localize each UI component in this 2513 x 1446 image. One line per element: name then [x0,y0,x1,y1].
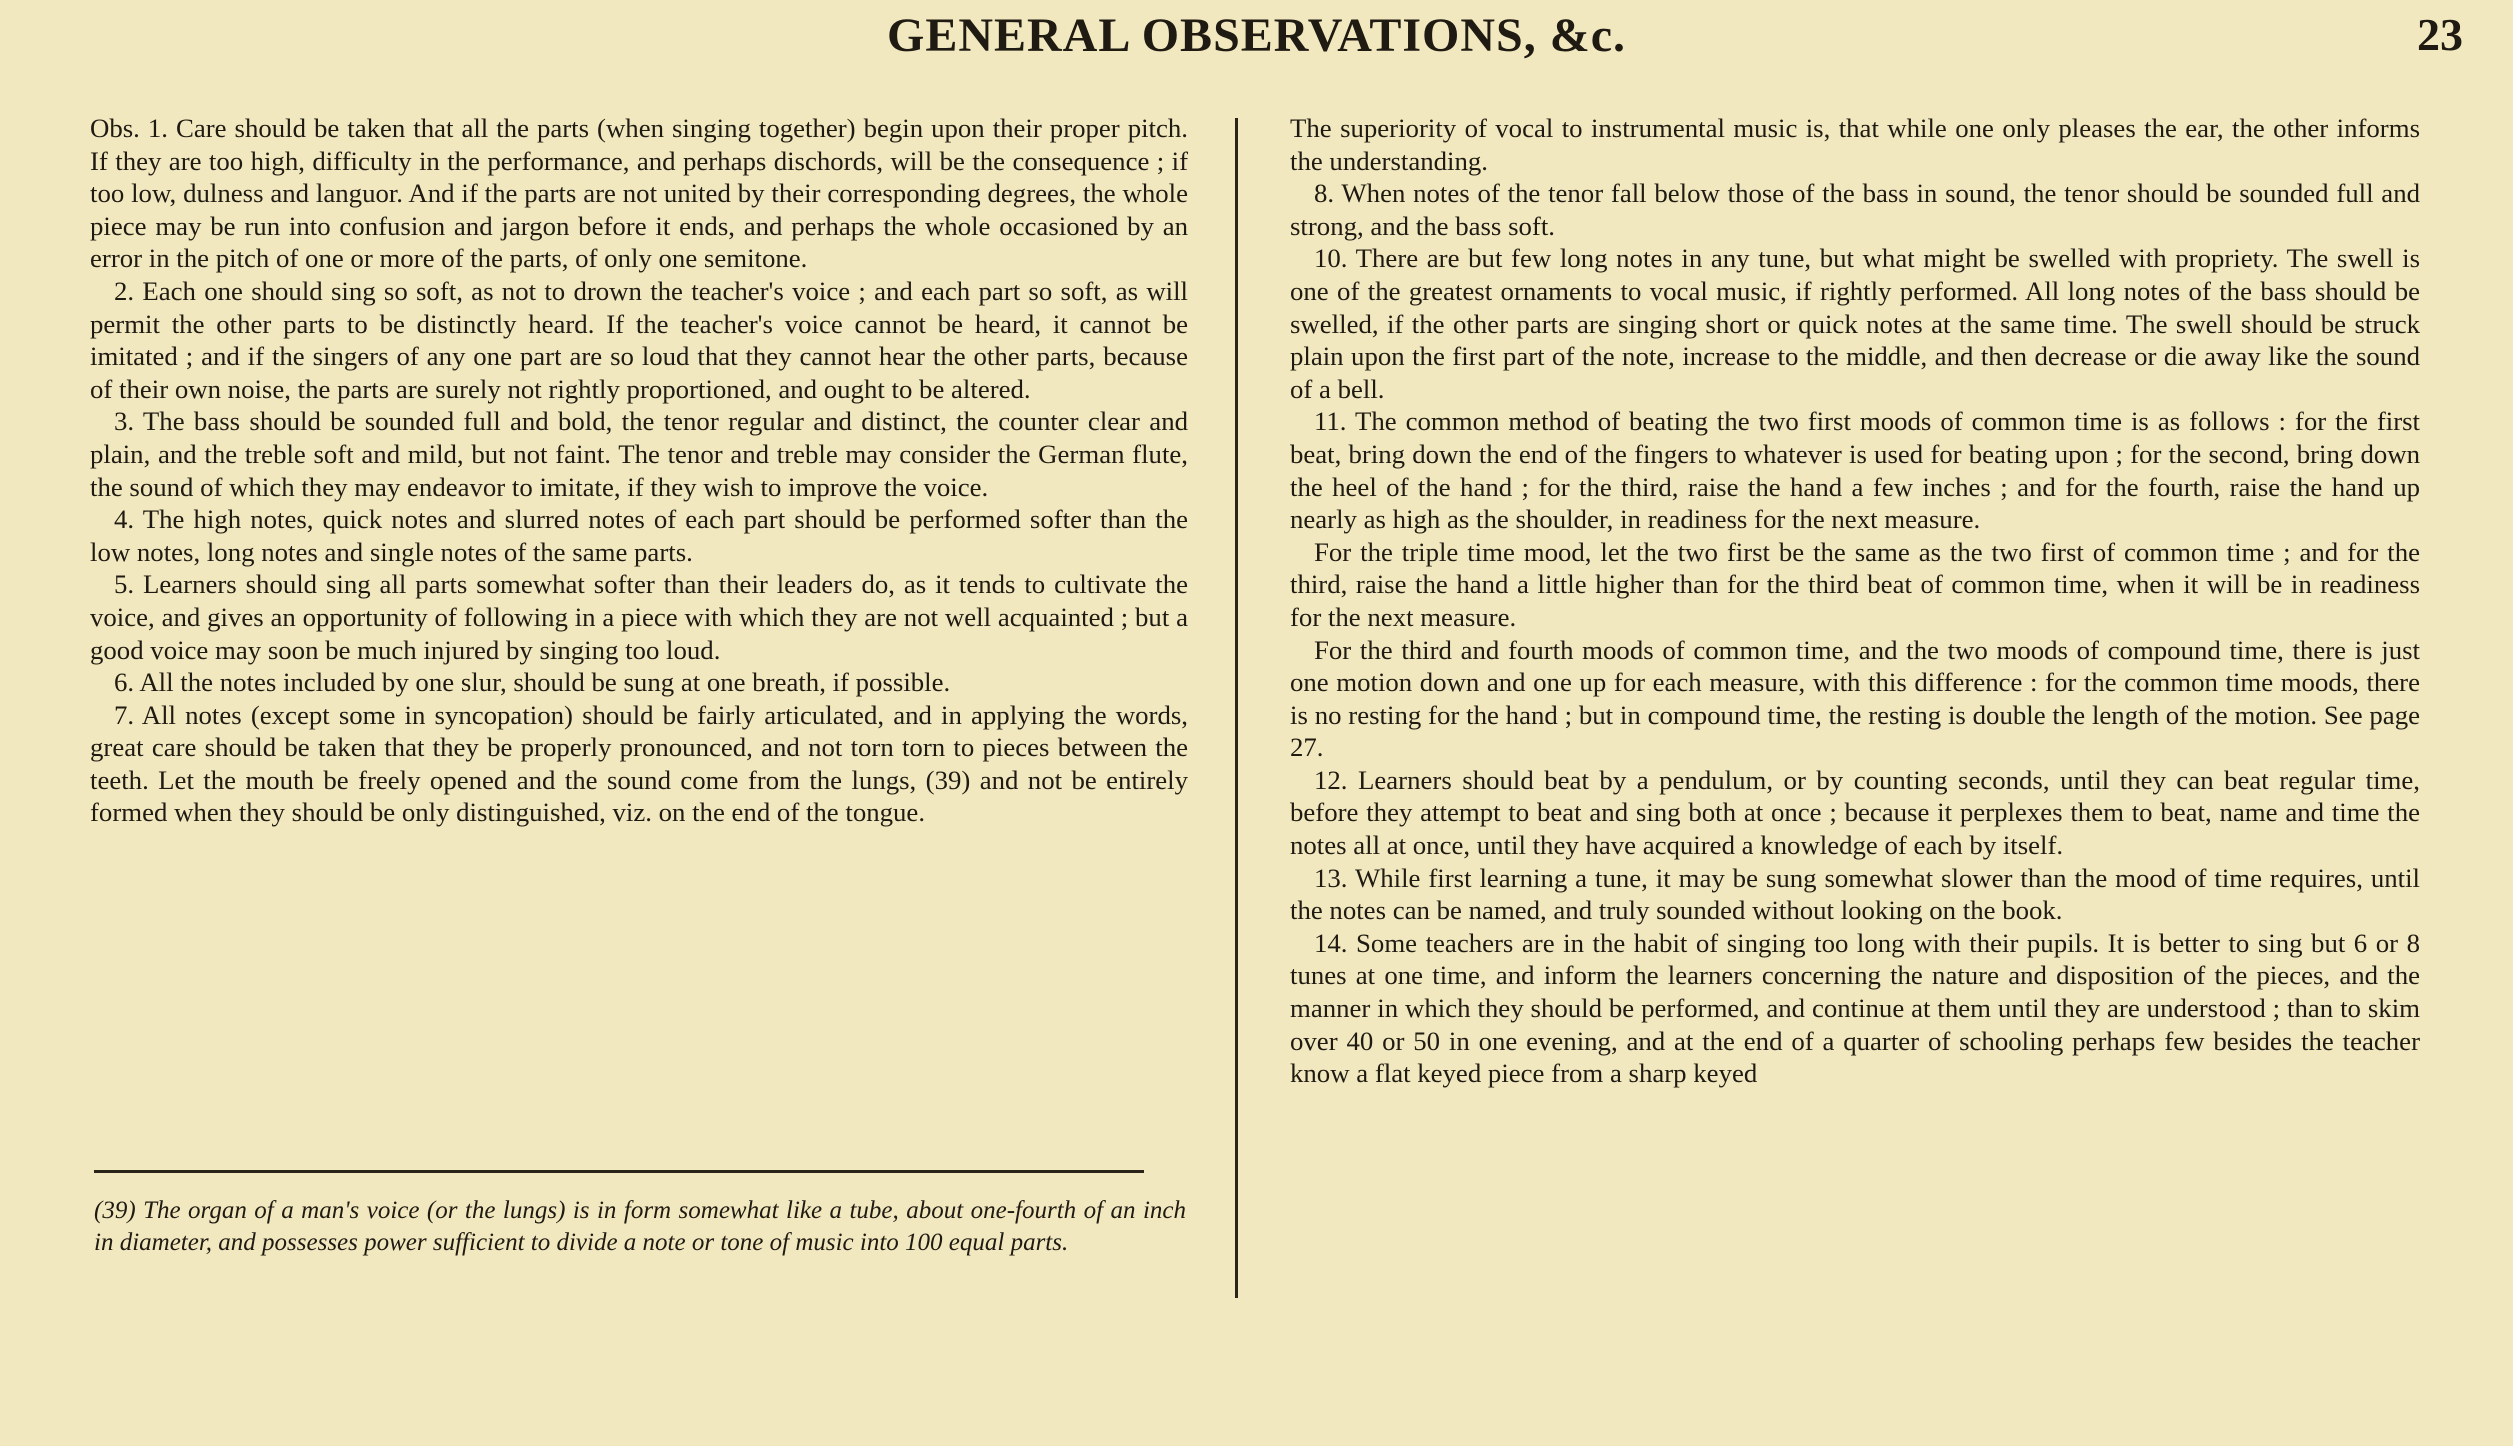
footnote-rule [94,1170,1144,1173]
paragraph-obs-10: 10. There are but few long notes in any tune, but what might be swelled with propriety. The swell is one of the greatest ornaments to vocal music, if rightly performed. All long notes of the bass should be swelled, if the other parts are singing short or quick notes at the same time. The swell should be struck plain upon the first part of the note, increase to the middle, and then decrease or die away like the sound of a bell. [1290,243,2420,404]
paragraph-obs-4: 4. The high notes, quick notes and slurred notes of each part should be performed softer than the low notes, long notes and single notes of the same parts. [90,504,1188,567]
right-column [1290,112,2420,1090]
paragraph-obs-7: 7. All notes (except some in syncopation) should be fairly articulated, and in applying the words, great care should be taken that they be properly pronounced, and not torn torn to pieces between the teeth. Let the mouth be freely opened and the sound come from the lungs, (39) and not be entirely formed when they should be only distinguished, viz. on the end of the tongue. [90,699,1188,828]
column-divider [1235,118,1238,1298]
paragraph-obs-1: Obs. 1. Care should be taken that all the parts (when singing together) begin upon their proper pitch. If they are too high, difficulty in the performance, and perhaps dischords, will be the consequence ; if too low, dulness and languor. And if the parts are not united by their corresponding degrees, the whole piece may be run into confusion and jargon before it ends, and perhaps the whole occasioned by an error in the pitch of one or more of the parts, of only one semitone. [90,113,1188,274]
paragraph-obs-5: 5. Learners should sing all parts somewhat softer than their leaders do, as it tends to cultivate the voice, and gives an opportunity of following in a piece with which they are not well acquainted ; but a good voice may soon be much injured by singing too loud. [90,569,1188,665]
footnote-39: (39) The organ of a man's voice (or the lungs) is in form somewhat like a tube, about one-fourth of an inch in diameter, and possesses power sufficient to divide a note or tone of music into 100 equal parts. [94,1197,1186,1256]
paragraph-compound-time: For the third and fourth moods of common time, and the two moods of compound time, there is just one motion down and one up for each measure, with this difference : for the common time moods, there is no resting for the hand ; but in compound time, the resting is double the length of the motion. See page 27. [1290,634,2420,763]
paragraph-obs-11: 11. The common method of beating the two first moods of common time is as follows : for the first beat, bring down the end of the fingers to whatever is used for beating upon ; for the second, bring down the heel of the hand ; for the third, raise the hand a few inches ; and for the fourth, raise the hand up nearly as high as the shoulder, in readiness for the next measure. [1290,406,2420,535]
paragraph-triple-time: For the triple time mood, let the two first be the same as the two first of common time ; and for the third, raise the hand a little higher than for the third beat of common time, when it will be in readiness for the next measure. [1290,536,2420,632]
paragraph-obs-6: 6. All the notes included by one slur, should be sung at one breath, if possible. [114,667,951,698]
page-header [0,8,2513,68]
page-number: 23 [2417,9,2463,60]
paragraph-obs-3: 3. The bass should be sounded full and bold, the tenor regular and distinct, the counter clear and plain, and the treble soft and mild, but not faint. The tenor and treble may consider the German flute, the sound of which they may endeavor to imitate, if they wish to improve the voice. [90,406,1188,502]
paragraph-obs-12: 12. Learners should beat by a pendulum, or by counting seconds, until they can beat regular time, before they attempt to beat and sing both at once ; because it perplexes them to beat, name and time the notes all at once, until they have acquired a knowledge of each by itself. [1290,764,2420,861]
left-column [90,112,1188,829]
paragraph-obs-13: 13. While first learning a tune, it may be sung somewhat slower than the mood of time requires, until the notes can be named, and truly sounded without looking on the book. [1290,862,2420,926]
paragraph-obs-2: 2. Each one should sing so soft, as not to drown the teacher's voice ; and each part so soft, as will permit the other parts to be distinctly heard. If the teacher's voice cannot be heard, it cannot be imitated ; and if the singers of any one part are so loud that they cannot hear the other parts, because of their own noise, the parts are surely not rightly proportioned, and ought to be altered. [90,275,1188,404]
running-title: GENERAL OBSERVATIONS, &c. [886,9,1627,62]
paragraph-obs-8: 8. When notes of the tenor fall below those of the bass in sound, the tenor should be sounded full and strong, and the bass soft. [1290,178,2420,241]
paragraph-continuation: The superiority of vocal to instrumental music is, that while one only pleases the ear, the other informs the understanding. [1290,113,2420,176]
paragraph-obs-14: 14. Some teachers are in the habit of singing too long with their pupils. It is better to sing but 6 or 8 tunes at one time, and inform the learners concerning the nature and disposition of the pieces, and the manner in which they should be performed, and continue at them until they are understood ; than to skim over 40 or 50 in one evening, and at the end of a quarter of schooling perhaps few besides the teacher know a flat keyed piece from a sharp keyed [1290,927,2420,1089]
